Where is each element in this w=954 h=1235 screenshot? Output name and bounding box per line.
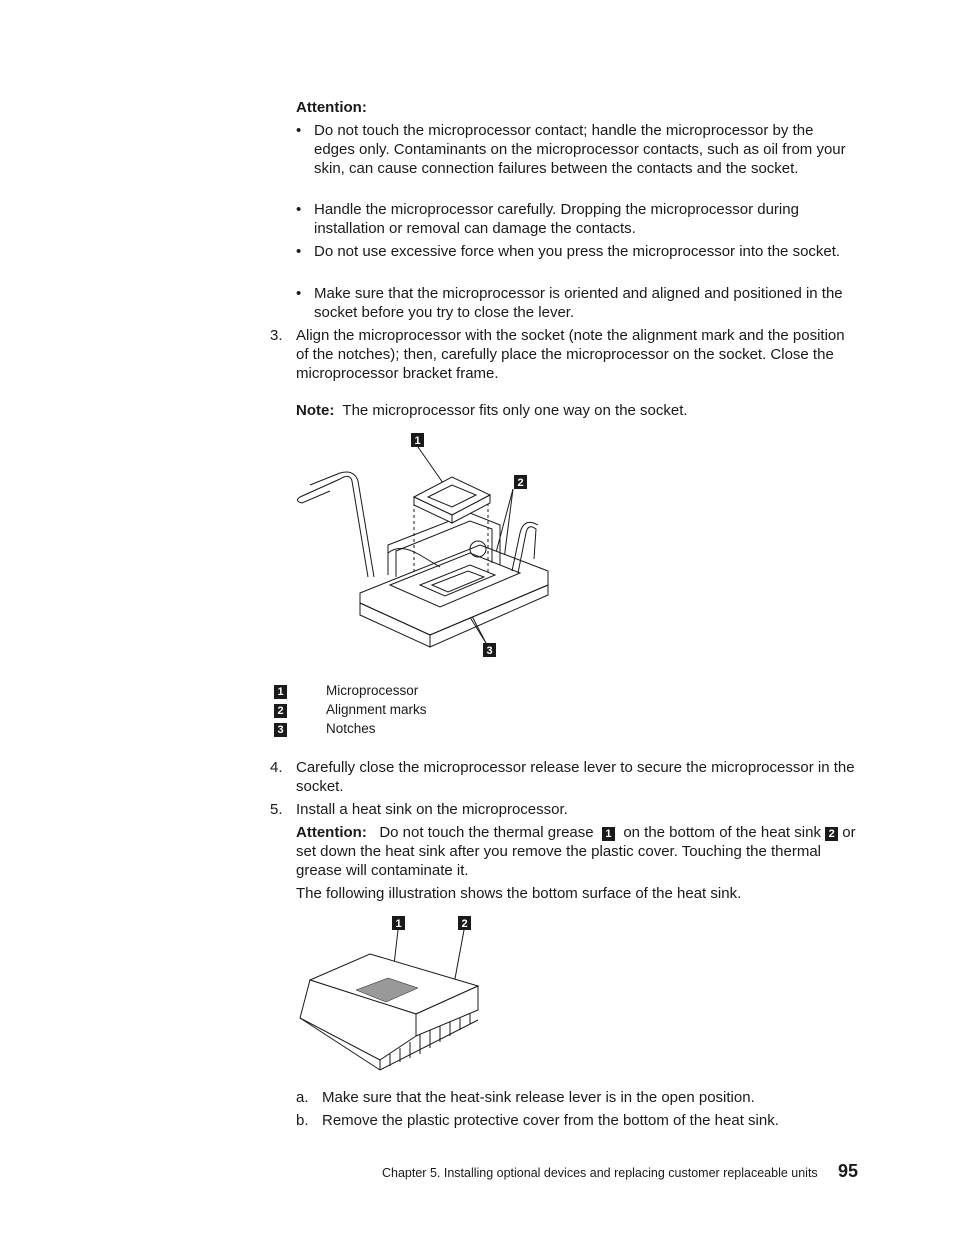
heat-sink-attention — [296, 823, 860, 880]
step-4-text: Carefully close the microprocessor release lever to secure the microprocessor in the socket. — [296, 759, 855, 795]
attention-bullet — [296, 284, 856, 322]
page-number: 95 — [838, 1161, 859, 1181]
step-3-text: Align the microprocessor with the socket (note the alignment mark and the position of the notches); then, carefully place the microprocessor on the socket. Close the microprocessor bracket frame. — [296, 327, 845, 382]
bullet-text: Do not touch the microprocessor contact; handle the microprocessor by the edges only. Contaminants on the microprocessor contacts, such as oil from your skin, can cause connection failures between the contacts and the socket. — [314, 122, 846, 177]
figure-legend — [274, 682, 574, 739]
bullet-marker: • — [296, 122, 302, 139]
microprocessor-socket-figure — [280, 425, 570, 665]
attention-text: on the bottom of the heat sink — [623, 824, 821, 841]
legend-callout: 1 — [274, 685, 287, 699]
heat-sink-figure — [290, 910, 490, 1080]
attention-heading: Attention: — [296, 99, 367, 116]
callout-2-leader — [494, 489, 513, 560]
bullet-text: Do not use excessive force when you press the microprocessor into the socket. — [314, 243, 841, 260]
illustration-intro: The following illustration shows the bottom surface of the heat sink. — [296, 885, 742, 902]
legend-label: Notches — [326, 721, 376, 736]
attention-bullet — [296, 242, 856, 280]
callout-1-label: 1 — [414, 435, 421, 447]
attention-bullet — [296, 121, 856, 197]
legend-item — [274, 701, 574, 720]
note — [296, 401, 856, 420]
substep-text: Remove the plastic protective cover from the bottom of the heat sink. — [322, 1112, 779, 1129]
substep-letter: a. — [296, 1089, 309, 1106]
legend-callout: 2 — [274, 704, 287, 718]
bullet-text: Make sure that the microprocessor is oriented and aligned and positioned in the socket before you try to close the lever. — [314, 285, 843, 321]
attention-bullet — [296, 200, 856, 238]
substep-text: Make sure that the heat-sink release lever is in the open position. — [322, 1089, 755, 1106]
release-lever — [297, 476, 368, 577]
substep-letter: b. — [296, 1112, 309, 1129]
step-number: 5. — [270, 801, 283, 818]
legend-label: Microprocessor — [326, 683, 419, 698]
callout-2-label: 2 — [517, 477, 524, 489]
legend-item — [274, 720, 574, 739]
step-number: 3. — [270, 327, 283, 344]
legend-label: Alignment marks — [326, 702, 427, 717]
note-label: Note: — [296, 402, 335, 419]
bullet-marker: • — [296, 201, 302, 218]
bullet-marker: • — [296, 243, 302, 260]
callout-3-label: 3 — [486, 645, 493, 657]
bullet-marker: • — [296, 285, 302, 302]
legend-item — [274, 682, 574, 701]
callout-2-leader — [454, 930, 464, 984]
note-text: The microprocessor fits only one way on the socket. — [342, 402, 688, 419]
callout-2-label: 2 — [461, 918, 468, 930]
step-number: 4. — [270, 759, 283, 776]
legend-callout: 3 — [274, 723, 287, 737]
callout-2-inline: 2 — [825, 827, 838, 841]
attention-text: or set down the heat sink after you remove the plastic cover. Touching the thermal grease will contaminate it. — [296, 824, 856, 879]
footer-chapter: Chapter 5. Installing optional devices and replacing customer replaceable units — [382, 1166, 818, 1180]
bullet-text: Handle the microprocessor carefully. Dropping the microprocessor during installation or removal can damage the contacts. — [314, 201, 799, 237]
callout-1-inline: 1 — [602, 827, 615, 841]
callout-1-label: 1 — [395, 918, 402, 930]
attention-label: Attention: — [296, 824, 367, 841]
step-5-text: Install a heat sink on the microprocessor. — [296, 801, 568, 818]
attention-text: Do not touch the thermal grease — [379, 824, 594, 841]
